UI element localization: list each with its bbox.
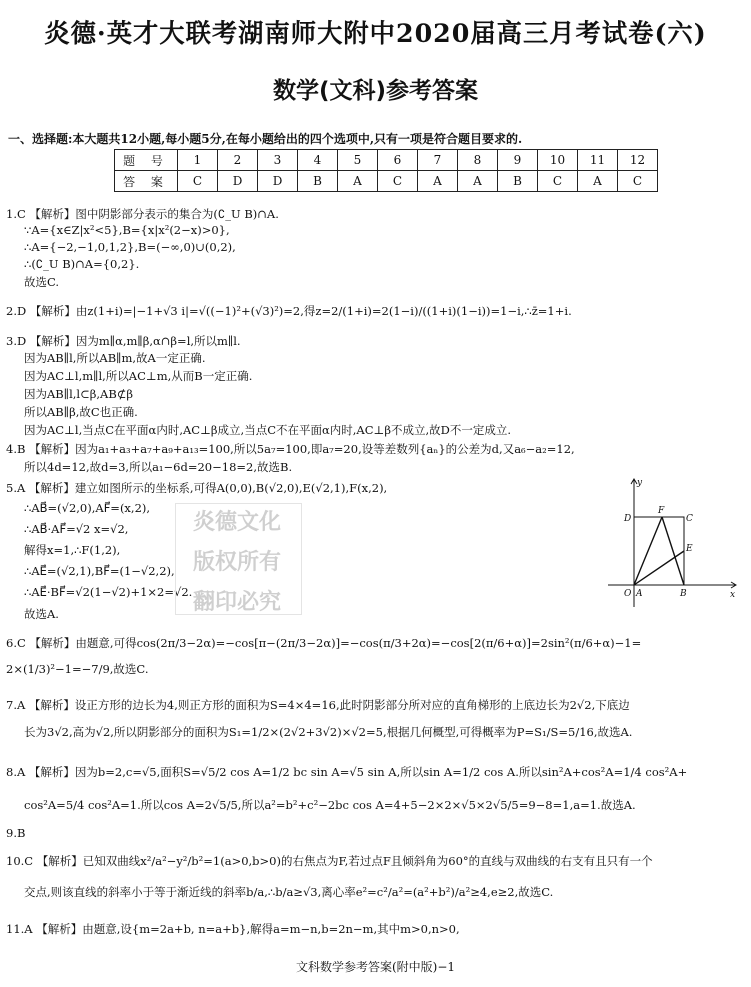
question-number: 4: [298, 150, 338, 171]
solution-q7-line: 7.A 【解析】设正方形的边长为4,则正方形的面积为S=4×4=16,此时阴影部分所对应的直角梯形的上底边长为2√2,下底边: [6, 698, 630, 712]
answer-table-number-row: [115, 150, 658, 171]
solution-q1-line: ∴(∁_U B)∩A={0,2}.: [24, 257, 140, 271]
solution-q1-line: ∵A={x∈Z|x²<5},B={x|x²(2−x)>0},: [24, 223, 230, 237]
solution-q8-line: 8.A 【解析】因为b=2,c=√5,面积S=√5/2 cos A=1/2 bc sin A=√5 sin A,所以sin A=1/2 cos A.所以sin²A+cos²A=1/4 cos²A+: [6, 765, 688, 779]
question-number: 7: [418, 150, 458, 171]
question-number: 5: [338, 150, 378, 171]
solution-q3-line: 因为AB∥l,所以AB∥m,故A一定正确.: [24, 351, 206, 365]
question-number: 10: [538, 150, 578, 171]
solution-q5-line: ∴AB⃗·AF⃗=√2 x=√2,: [24, 522, 129, 536]
solution-q1-line: 故选C.: [24, 275, 60, 289]
watermark-line: 翻印必究: [192, 590, 281, 615]
question-number: 11: [578, 150, 618, 171]
solution-q5-line: ∴AE⃗·BF⃗=√2(1−√2)+1×2=√2.: [24, 585, 193, 599]
solution-q3-line: 因为AC⊥l,m∥l,所以AC⊥m,从而B一定正确.: [24, 369, 253, 383]
question-number: 8: [458, 150, 498, 171]
label-c: C: [686, 514, 693, 524]
label-a: A: [636, 589, 643, 599]
solution-q5-line: 故选A.: [24, 607, 59, 621]
watermark-text: [172, 503, 302, 623]
solution-q6-line: 2×(1/3)²−1=−7/9,故选C.: [6, 662, 149, 676]
answer-cell: C: [178, 171, 218, 192]
vector-bf: [662, 517, 684, 585]
section-heading: 一、选择题:本大题共12小题,每小题5分,在每小题给出的四个选项中,只有一项是符合题目要求的.: [8, 132, 523, 146]
watermark-line: 炎德文化: [192, 510, 281, 535]
solution-q1-line: ∴A={−2,−1,0,1,2},B=(−∞,0)∪(0,2),: [24, 240, 236, 254]
watermark-line: 版权所有: [192, 550, 281, 575]
answer-cell: B: [498, 171, 538, 192]
coordinate-figure: [600, 475, 740, 610]
solution-q10-line: 交点,则该直线的斜率小于等于渐近线的斜率b/a,∴b/a≥√3,离心率e²=c²/a²=(a²+b²)/a²≥4,e≥2,故选C.: [24, 885, 554, 899]
label-y: y: [637, 478, 643, 488]
page-footer: 文科数学参考答案(附中版)−1: [295, 960, 456, 974]
solution-q10-line: 10.C 【解析】已知双曲线x²/a²−y²/b²=1(a>0,b>0)的右焦点为F,若过点F且倾斜角为60°的直线与双曲线的右支有且只有一个: [6, 854, 653, 868]
solution-q4-line: 所以4d=12,故d=3,所以a₁−6d=20−18=2,故选B.: [24, 460, 293, 474]
question-number: 9: [498, 150, 538, 171]
solution-q6-line: 6.C 【解析】由题意,可得cos(2π/3−2α)=−cos[π−(2π/3−2α)]=−cos(π/3+2α)=−cos[2(π/6+α)]=2sin²(π/6+α)−1=: [6, 636, 642, 650]
answer-cell: A: [418, 171, 458, 192]
solution-q2-line: 2.D 【解析】由z(1+i)=|−1+√3 i|=√((−1)²+(√3)²)=2,得z=2/(1+i)=2(1−i)/((1+i)(1−i))=1−i,∴z̄=1+i.: [6, 304, 572, 318]
answer-cell: A: [338, 171, 378, 192]
question-number: 12: [618, 150, 658, 171]
row-label-answer: 答 案: [115, 171, 178, 192]
answer-cell: B: [298, 171, 338, 192]
solution-q5-line: 解得x=1,∴F(1,2),: [24, 543, 121, 557]
solution-q8-line: cos²A=5/4 cos²A=1.所以cos A=2√5/5,所以a²=b²+c²−2bc cos A=4+5−2×2×√5×2√5/5=9−8=1,a=1.故选A.: [24, 798, 636, 812]
solution-q5-line: ∴AE⃗=(√2,1),BF⃗=(1−√2,2),: [24, 564, 175, 578]
solution-q3-line: 所以AB∥β,故C也正确.: [24, 405, 138, 419]
answer-table: [114, 149, 658, 192]
label-f: F: [658, 506, 665, 516]
solution-q11-line: 11.A 【解析】由题意,设{m=2a+b, n=a+b},解得a=m−n,b=2n−m,其中m>0,n>0,: [6, 922, 460, 936]
answer-cell: A: [578, 171, 618, 192]
exam-title: 炎德·英才大联考湖南师大附中2020届高三月考试卷(六): [44, 18, 707, 48]
solution-q3-line: 3.D 【解析】因为m∥α,m∥β,α∩β=l,所以m∥l.: [6, 334, 241, 348]
label-x: x: [730, 590, 736, 600]
label-e: E: [686, 544, 693, 554]
answer-key-subtitle: 数学(文科)参考答案: [272, 78, 479, 104]
solution-q9-line: 9.B: [6, 826, 26, 840]
answer-cell: C: [538, 171, 578, 192]
label-o: O: [624, 589, 632, 599]
question-number: 2: [218, 150, 258, 171]
answer-table-answer-row: [115, 171, 658, 192]
solution-q7-line: 长为3√2,高为√2,所以阴影部分的面积为S₁=1/2×(2√2+3√2)×√2=5,根据几何概型,可得概率为P=S₁/S=5/16,故选A.: [24, 725, 633, 739]
solution-q5-line: ∴AB⃗=(√2,0),AF⃗=(x,2),: [24, 501, 151, 515]
answer-cell: C: [378, 171, 418, 192]
square: [634, 517, 684, 585]
answer-cell: D: [218, 171, 258, 192]
answer-cell: C: [618, 171, 658, 192]
answer-cell: A: [458, 171, 498, 192]
solution-q1-line: 1.C 【解析】图中阴影部分表示的集合为(∁_U B)∩A.: [6, 207, 279, 221]
solution-q3-line: 因为AB∥l,l⊂β,AB⊄β: [24, 387, 134, 401]
solution-q3-line: 因为AC⊥l,当点C在平面α内时,AC⊥β成立,当点C不在平面α内时,AC⊥β不成立,故D不一定成立.: [24, 423, 512, 437]
question-number: 1: [178, 150, 218, 171]
row-label-number: 题 号: [115, 150, 178, 171]
answer-cell: D: [258, 171, 298, 192]
label-d: D: [624, 514, 632, 524]
solution-q5-line: 5.A 【解析】建立如图所示的坐标系,可得A(0,0),B(√2,0),E(√2,1),F(x,2),: [6, 481, 388, 495]
solution-q4-line: 4.B 【解析】因为a₁+a₃+a₇+a₉+a₁₃=100,所以5a₇=100,即a₇=20,设等差数列{aₙ}的公差为d,又a₆−a₂=12,: [6, 442, 575, 456]
question-number: 3: [258, 150, 298, 171]
question-number: 6: [378, 150, 418, 171]
label-b: B: [680, 589, 687, 599]
